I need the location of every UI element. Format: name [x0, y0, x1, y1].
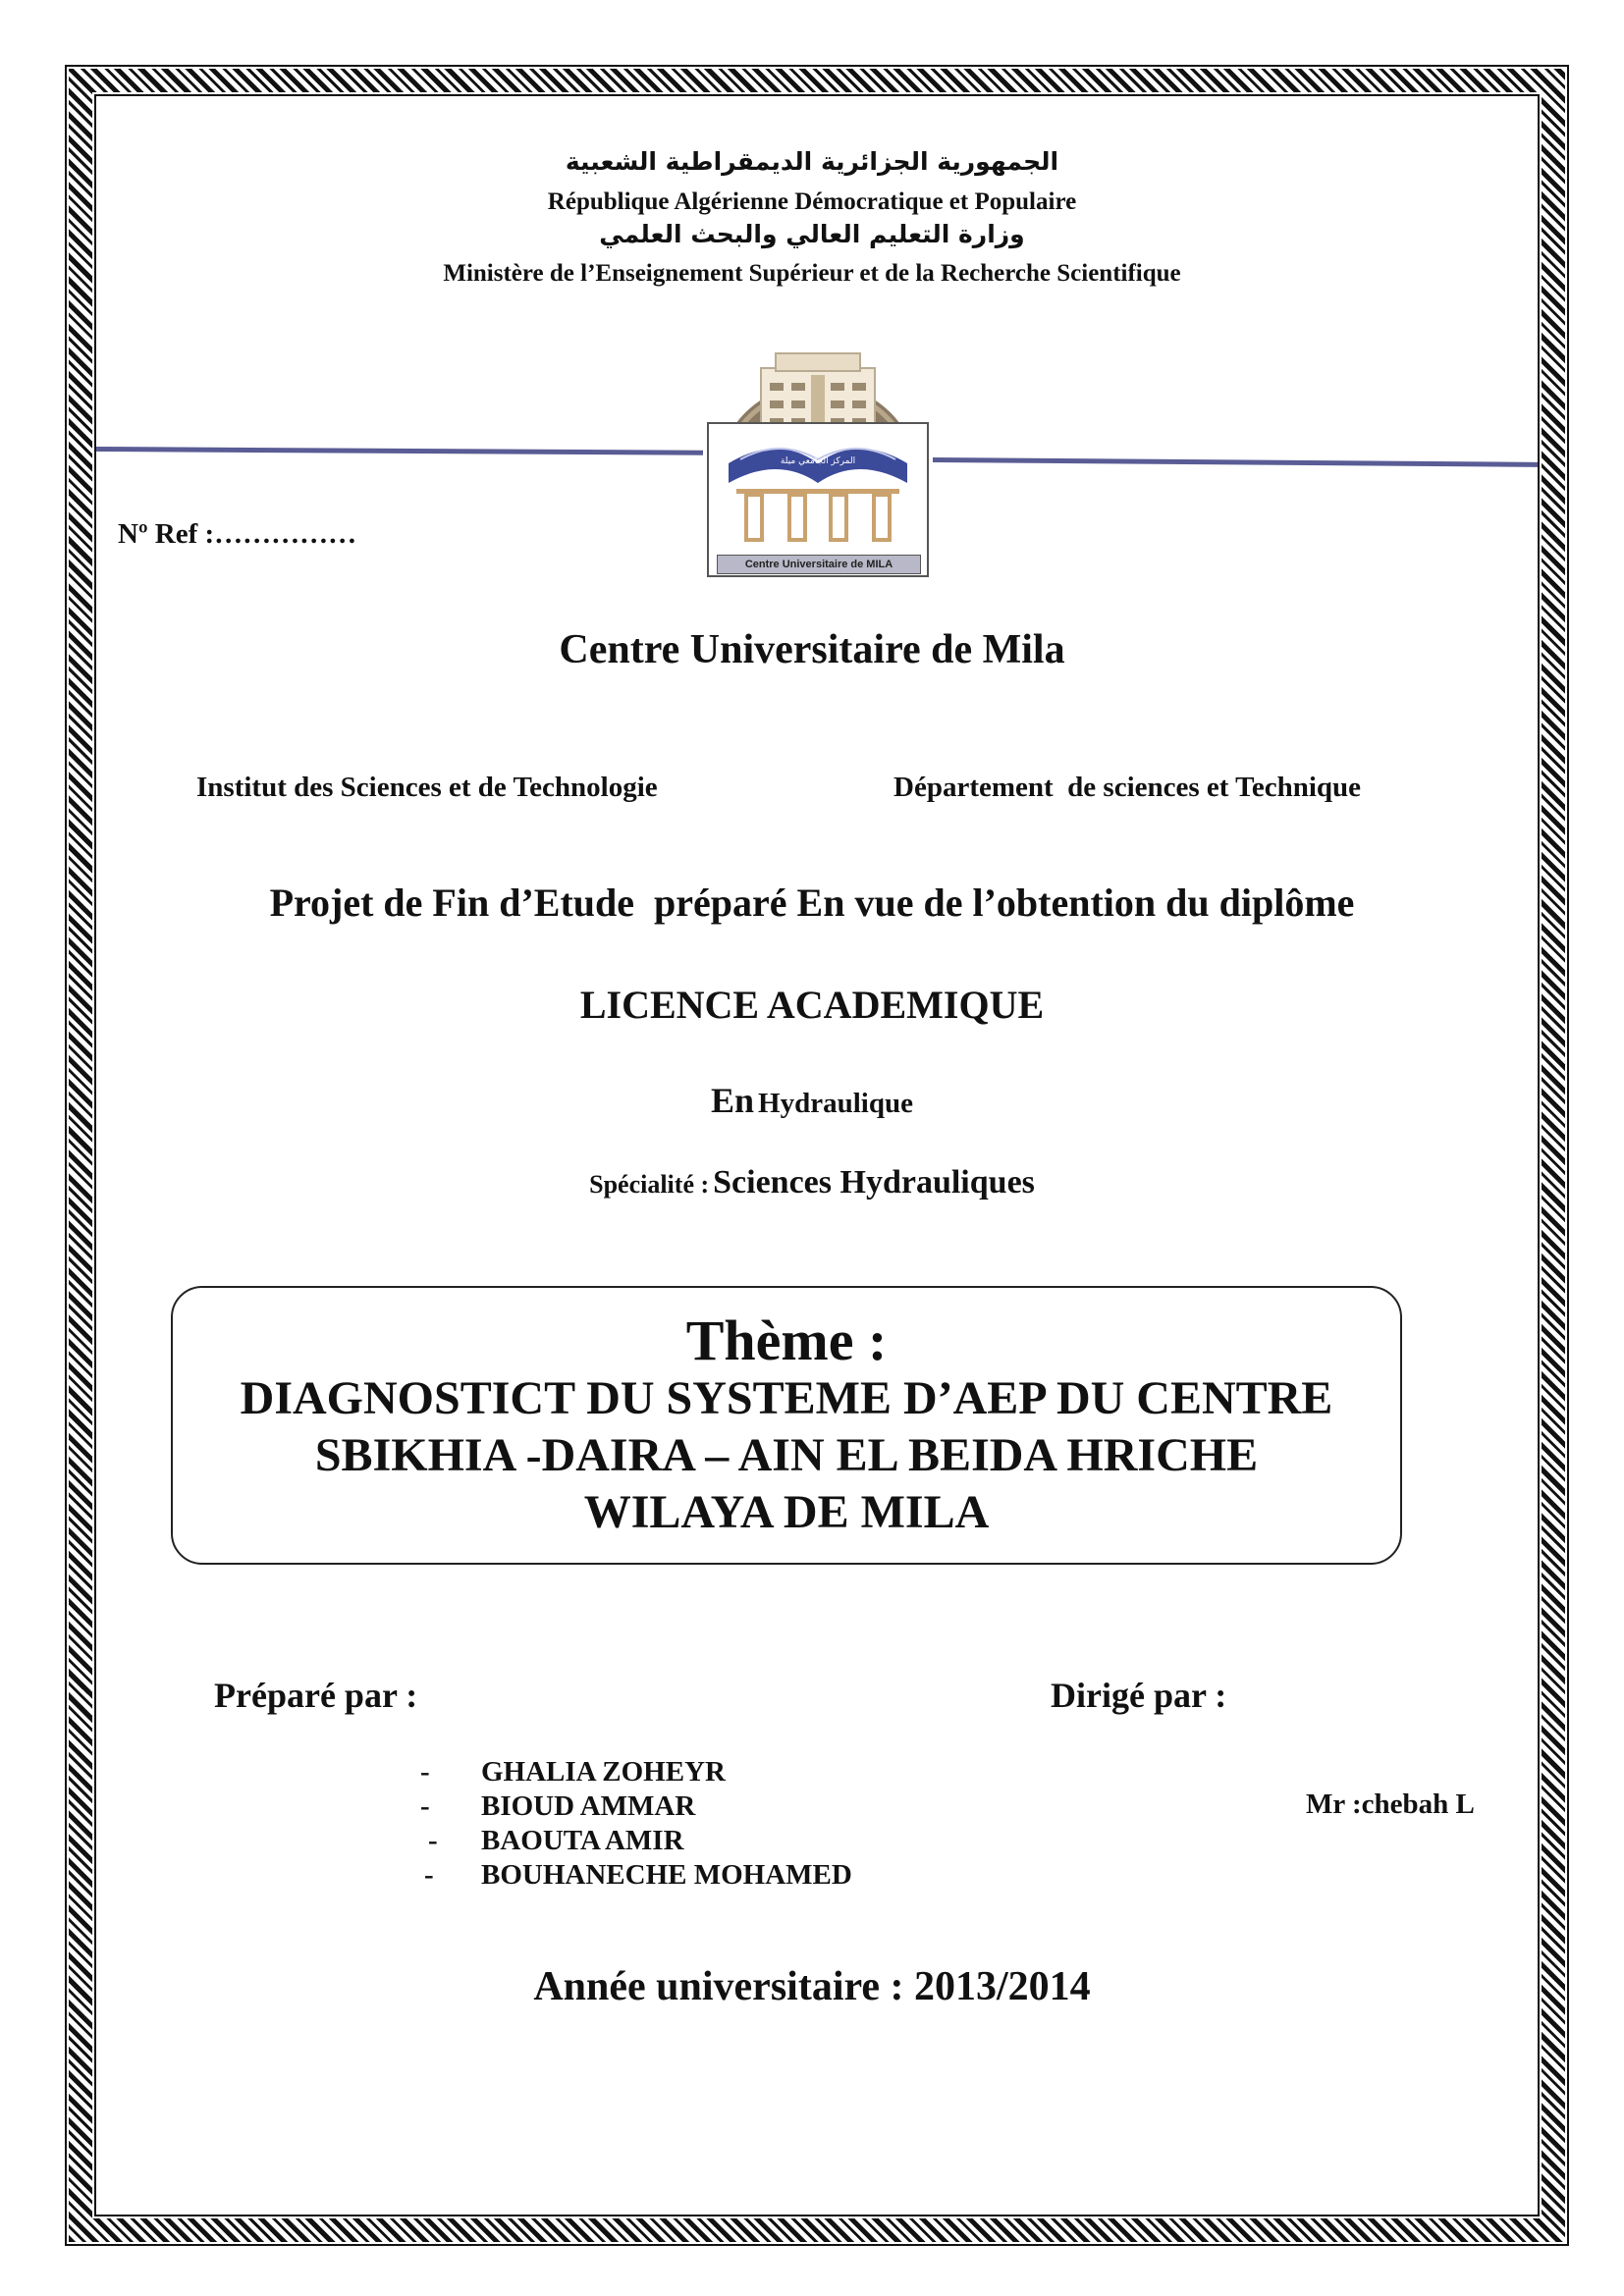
- theme-label: Thème :: [685, 1308, 888, 1372]
- list-bullet: -: [420, 1756, 430, 1788]
- institute-name: Institut des Sciences et de Technologie: [196, 772, 658, 803]
- university-logo: [707, 334, 929, 579]
- open-book-icon: [709, 424, 927, 552]
- prepared-by-label: Préparé par :: [214, 1676, 418, 1715]
- department-name: Département de sciences et Technique: [893, 772, 1362, 803]
- logo-caption: Centre Universitaire de MILA: [717, 555, 921, 574]
- ministry-title: Ministère de l’Enseignement Supérieur et de la Recherche Scientifique: [443, 260, 1181, 287]
- theme-title-line-2: SBIKHIA -DAIRA – AIN EL BEIDA HRICHE: [314, 1429, 1259, 1481]
- degree-title: LICENCE ACADEMIQUE: [579, 983, 1045, 1027]
- field-name: Hydraulique: [758, 1088, 913, 1119]
- theme-title-line-3: WILAYA DE MILA: [583, 1486, 990, 1538]
- list-item: [420, 1858, 852, 1893]
- arabic-ministry-title: وزارة التعليم العالي والبحث العلمي: [599, 220, 1025, 248]
- academic-year: Année universitaire : 2013/2014: [533, 1964, 1091, 2009]
- university-name: Centre Universitaire de Mila: [559, 627, 1065, 672]
- arabic-republic-title: الجمهورية الجزائرية الديمقراطية الشعبية: [565, 147, 1059, 176]
- student-name: BIOUD AMMAR: [481, 1790, 696, 1822]
- student-name: GHALIA ZOHEYR: [481, 1756, 726, 1788]
- student-name: BOUHANECHE MOHAMED: [481, 1859, 852, 1891]
- student-name: BAOUTA AMIR: [481, 1825, 684, 1856]
- speciality-label: Spécialité :: [589, 1170, 710, 1199]
- list-item: [420, 1755, 852, 1789]
- list-bullet: -: [424, 1859, 434, 1891]
- student-list: [420, 1755, 852, 1893]
- reference-number: Nº Ref :……………: [118, 518, 357, 550]
- project-statement: Projet de Fin d’Etude préparé En vue de l’obtention du diplôme: [269, 881, 1355, 925]
- field-line: [0, 1080, 1624, 1121]
- list-item: [420, 1789, 852, 1824]
- field-prefix: En: [711, 1081, 755, 1120]
- republic-title: République Algérienne Démocratique et Populaire: [547, 188, 1077, 215]
- theme-title-line-1: DIAGNOSTICT DU SYSTEME D’AEP DU CENTRE: [240, 1372, 1333, 1424]
- speciality-line: [0, 1164, 1624, 1201]
- directed-by-label: Dirigé par :: [1051, 1676, 1227, 1715]
- supervisor-name: Mr :chebah L: [1306, 1789, 1475, 1820]
- list-bullet: -: [420, 1790, 430, 1822]
- list-bullet: -: [428, 1825, 438, 1856]
- list-item: [420, 1824, 852, 1858]
- svg-text:المركز الجامعي ميلة: المركز الجامعي ميلة: [780, 456, 856, 466]
- theme-box: [171, 1286, 1402, 1565]
- speciality-name: Sciences Hydrauliques: [713, 1164, 1035, 1201]
